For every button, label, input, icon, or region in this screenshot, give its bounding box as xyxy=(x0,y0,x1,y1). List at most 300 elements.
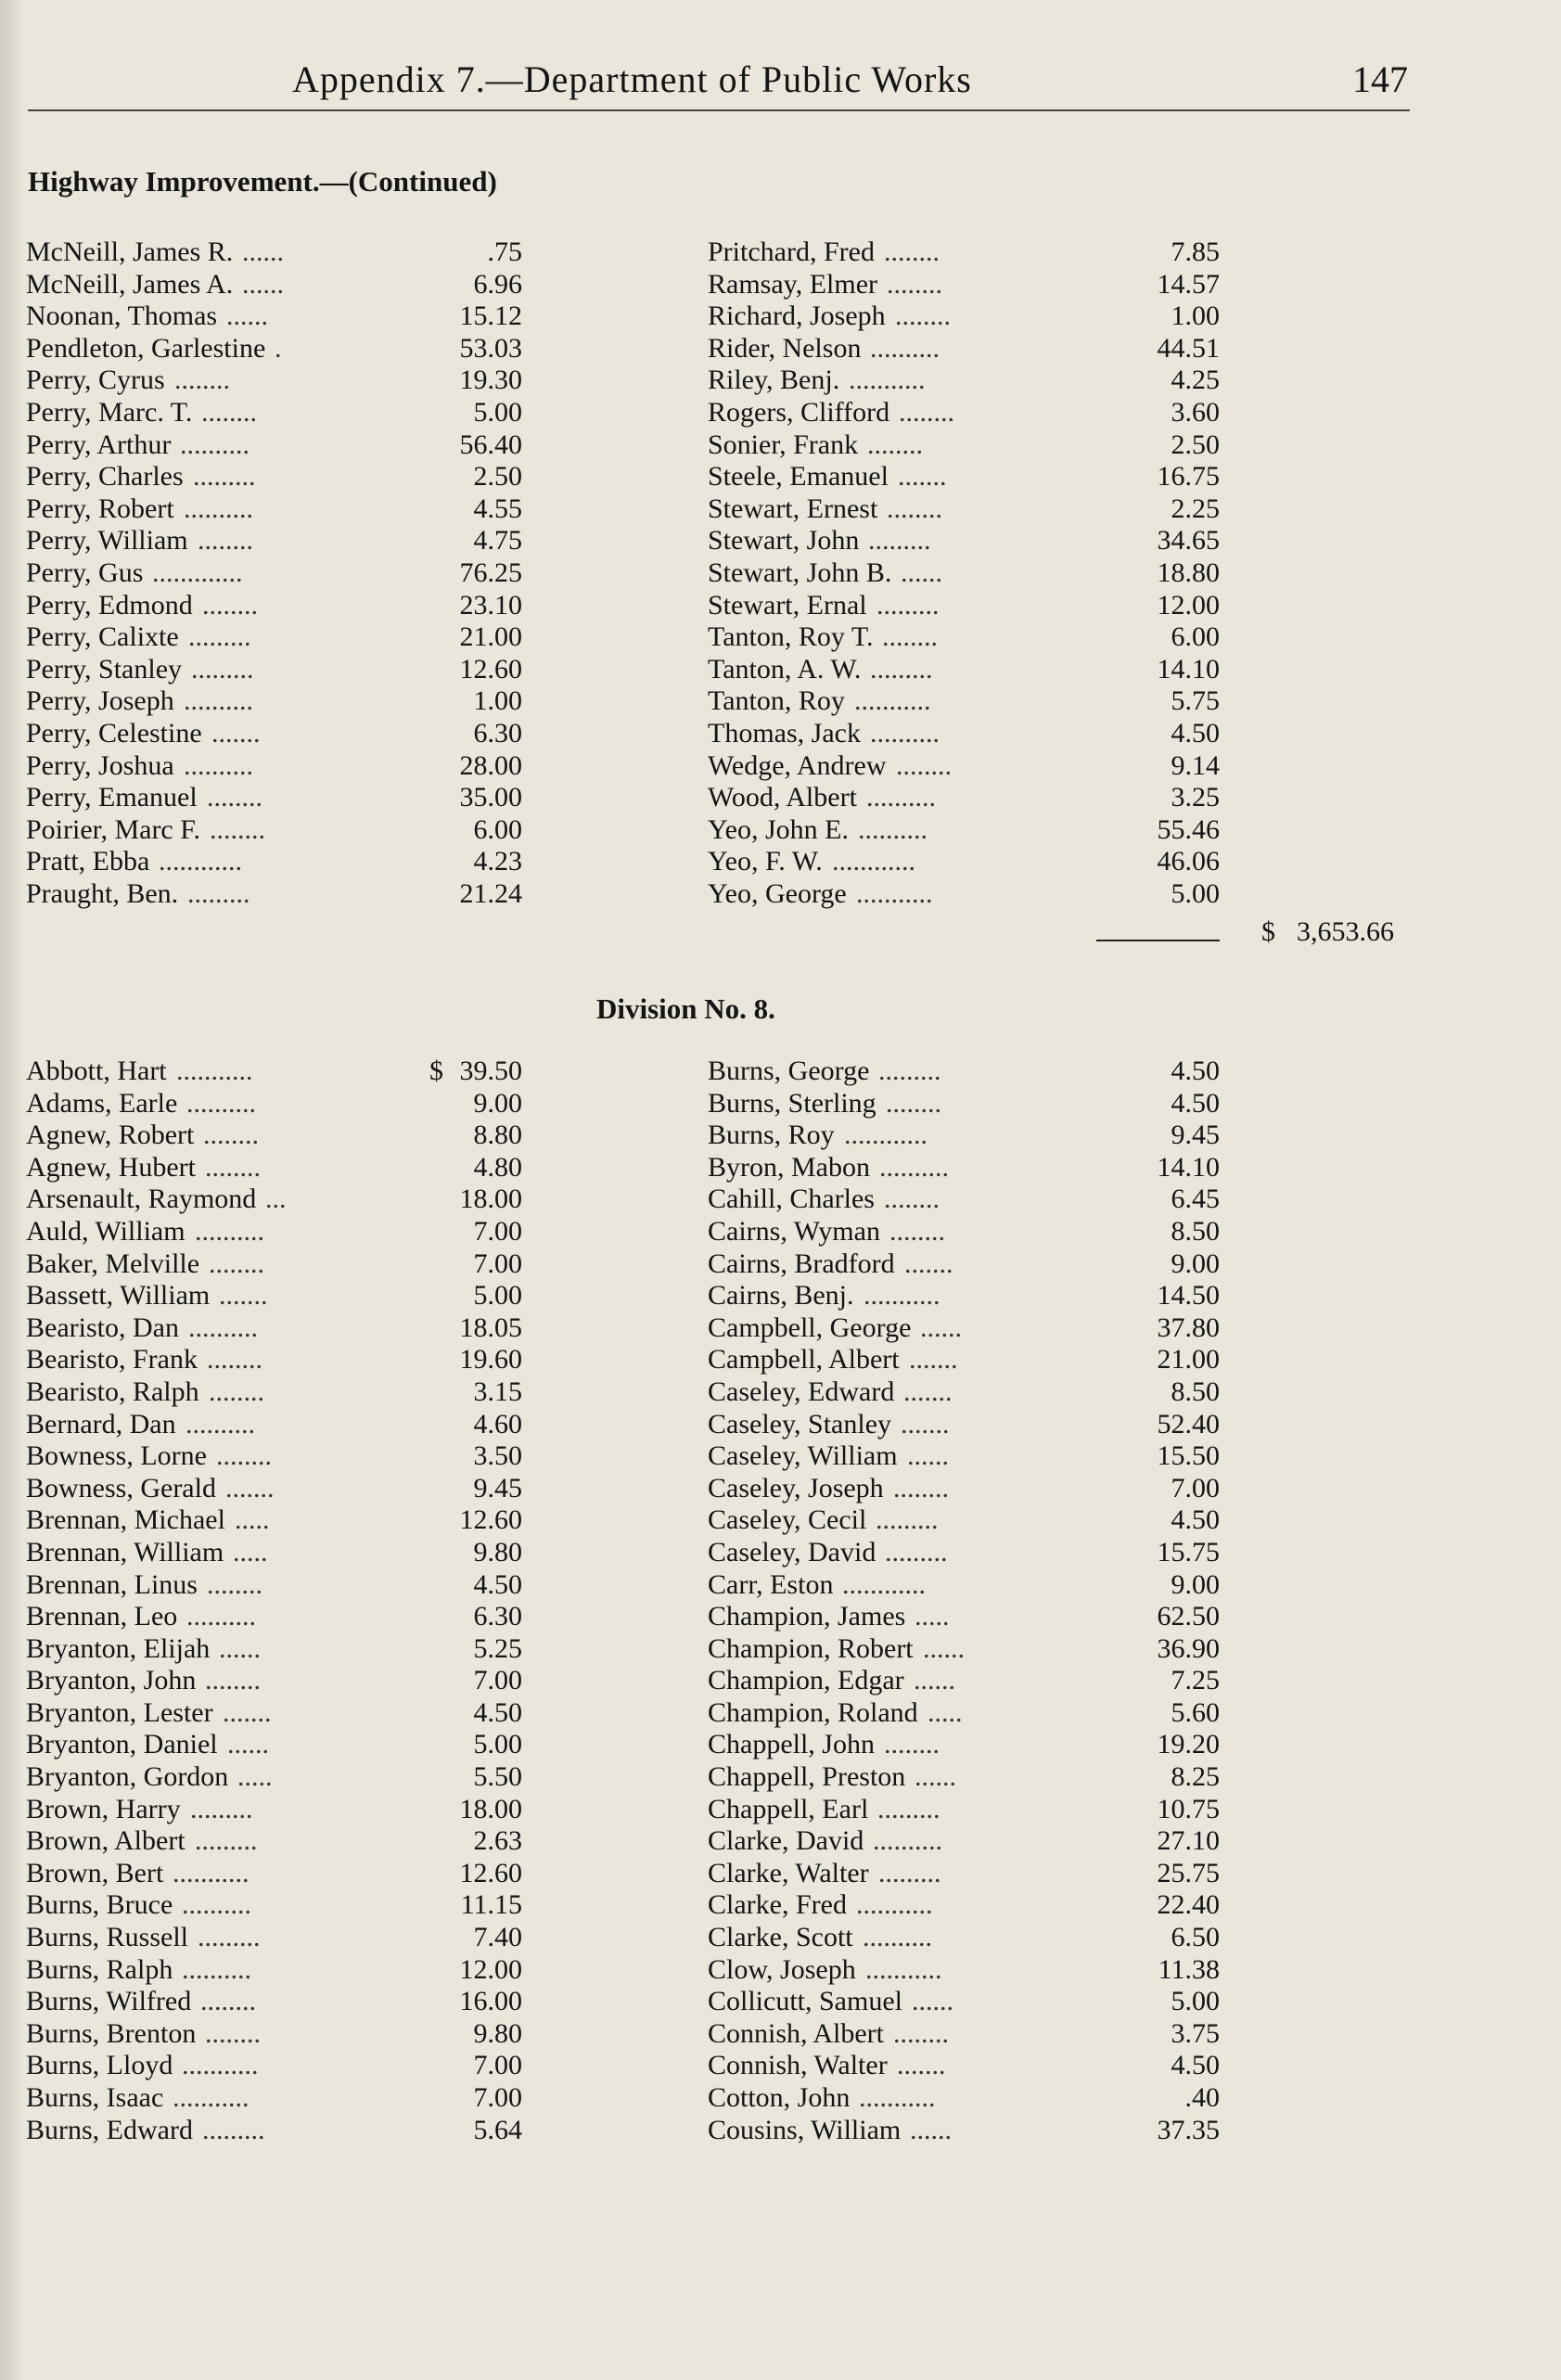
leader-dots: ....... xyxy=(223,1696,272,1728)
ledger-row xyxy=(26,1152,522,1184)
entry-amount: 7.00 xyxy=(1171,1472,1220,1503)
ledger-row xyxy=(708,557,1220,590)
leader-dots: .......... xyxy=(866,782,936,813)
leader-dots: ..... xyxy=(915,1601,950,1632)
leader-dots: ......... xyxy=(885,1536,948,1567)
leader-dots: .......... xyxy=(186,1408,255,1440)
ledger-row xyxy=(26,1665,522,1697)
ledger-row xyxy=(26,301,522,333)
entry-name: Yeo, George xyxy=(708,877,847,909)
ledger-row xyxy=(26,397,522,429)
entry-amount: 1.00 xyxy=(473,685,522,717)
entry-amount: 16.75 xyxy=(1157,461,1220,493)
entry-name: Yeo, John E. xyxy=(708,813,849,845)
entry-name: Pendleton, Garlestine xyxy=(26,332,266,364)
ledger-row xyxy=(708,1537,1220,1569)
leader-dots: ........ xyxy=(207,782,262,813)
entry-name: Cousins, William xyxy=(708,2114,902,2145)
ledger-row xyxy=(26,1858,522,1890)
ledger-row xyxy=(26,557,522,590)
entry-amount: 76.25 xyxy=(459,557,522,588)
entry-name: Clarke, Walter xyxy=(708,1857,869,1888)
leader-dots: ......... xyxy=(876,589,940,621)
leader-dots: ........... xyxy=(849,365,926,396)
leader-dots: ......... xyxy=(198,1922,261,1953)
ledger-row xyxy=(26,878,522,911)
ledger-row xyxy=(26,1729,522,1761)
entry-amount: 12.60 xyxy=(459,1857,522,1888)
entry-name: Caseley, Edward xyxy=(708,1376,895,1407)
ledger-row xyxy=(708,1922,1220,1954)
leader-dots: ........ xyxy=(202,589,258,621)
entry-amount: 7.40 xyxy=(473,1922,522,1953)
leader-dots: .......... xyxy=(195,1215,264,1247)
total-value: 3,653.66 xyxy=(1297,916,1394,947)
ledger-row xyxy=(708,1344,1220,1376)
entry-name: McNeill, James A. xyxy=(26,268,234,300)
ledger-row xyxy=(708,1825,1220,1858)
ledger-row xyxy=(708,750,1220,783)
leader-dots: .......... xyxy=(184,493,253,524)
entry-name: Burns, Edward xyxy=(26,2114,193,2145)
ledger-row xyxy=(708,1280,1220,1312)
entry-name: Bernard, Dan xyxy=(26,1408,176,1440)
leader-dots: ... xyxy=(265,1184,287,1215)
entry-name: Cairns, Wyman xyxy=(708,1215,880,1247)
ledger-row xyxy=(708,1954,1220,1987)
entry-name: Brown, Harry xyxy=(26,1793,181,1824)
entry-name: Caseley, Cecil xyxy=(708,1504,867,1536)
entry-name: Chappell, Earl xyxy=(708,1793,869,1824)
ledger-row xyxy=(708,1761,1220,1794)
leader-dots: ........... xyxy=(173,2082,250,2113)
entry-name: Burns, Bruce xyxy=(26,1889,173,1921)
leader-dots: ...... xyxy=(912,1986,953,2017)
entry-name: Bassett, William xyxy=(26,1280,211,1312)
entry-amount: 6.00 xyxy=(473,813,522,845)
ledger-row xyxy=(26,1601,522,1633)
entry-amount: 2.25 xyxy=(1171,493,1220,524)
entry-amount: 4.50 xyxy=(1171,1087,1220,1119)
ledger-row xyxy=(708,718,1220,750)
leader-dots: ......... xyxy=(187,877,250,909)
entry-name: Clarke, Fred xyxy=(708,1889,847,1921)
entry-name: Perry, Marc. T. xyxy=(26,396,193,428)
leader-dots: ........ xyxy=(884,1729,940,1760)
entry-name: Collicutt, Samuel xyxy=(708,1986,902,2017)
entry-amount: 4.50 xyxy=(1171,1056,1220,1086)
entry-amount: 5.50 xyxy=(473,1761,522,1793)
ledger-row xyxy=(708,1601,1220,1633)
entry-amount: 14.10 xyxy=(1157,653,1220,685)
leader-dots: ........ xyxy=(882,621,938,653)
entry-amount: 12.00 xyxy=(459,1953,522,1985)
leader-dots: ...... xyxy=(920,1312,962,1343)
ledger-row xyxy=(708,1248,1220,1281)
entry-amount: 15.75 xyxy=(1157,1536,1220,1567)
entry-amount: 44.51 xyxy=(1157,332,1220,364)
ledger-row xyxy=(26,1409,522,1441)
leader-dots: ....... xyxy=(225,1472,275,1503)
leader-dots: ........ xyxy=(884,237,940,267)
ledger-row xyxy=(708,2082,1220,2115)
leader-dots: ......... xyxy=(190,1793,253,1824)
entry-name: Connish, Albert xyxy=(708,2017,885,2049)
entry-name: Brown, Bert xyxy=(26,1857,164,1888)
leader-dots: ....... xyxy=(897,2050,946,2081)
entry-name: Perry, Arthur xyxy=(26,429,172,460)
ledger-row xyxy=(708,1889,1220,1922)
leader-dots: ....... xyxy=(898,461,947,493)
ledger-row xyxy=(708,2018,1220,2051)
leader-dots: ........... xyxy=(176,1056,253,1086)
leader-dots: ............ xyxy=(842,1568,926,1600)
entry-amount: 4.75 xyxy=(473,525,522,557)
leader-dots: ....... xyxy=(903,1376,953,1407)
entry-name: Bryanton, John xyxy=(26,1665,197,1696)
entry-amount: 19.60 xyxy=(459,1344,522,1376)
leader-dots: ..... xyxy=(928,1696,963,1728)
entry-amount: 19.20 xyxy=(1157,1729,1220,1760)
entry-name: Rider, Nelson xyxy=(708,332,862,364)
entry-name: Perry, Robert xyxy=(26,493,174,524)
ledger-row xyxy=(26,750,522,783)
ledger-row xyxy=(26,1440,522,1473)
entry-amount: 8.50 xyxy=(1171,1215,1220,1247)
entry-amount: 18.00 xyxy=(459,1184,522,1215)
leader-dots: ....... xyxy=(909,1344,958,1376)
entry-amount: 4.80 xyxy=(473,1151,522,1183)
leader-dots: ............ xyxy=(844,1120,928,1151)
leader-dots: ........ xyxy=(201,396,257,428)
leader-dots: ........... xyxy=(856,877,933,909)
page-edge-shadow xyxy=(0,0,24,2380)
leader-dots: .......... xyxy=(186,1087,256,1119)
leader-dots: ........ xyxy=(887,493,942,524)
entry-name: Tanton, Roy T. xyxy=(708,621,874,653)
leader-dots: ........ xyxy=(893,2017,949,2049)
entry-amount: 2.63 xyxy=(473,1825,522,1857)
section-heading: Highway Improvement.—(Continued) xyxy=(28,165,497,198)
ledger-row xyxy=(708,1409,1220,1441)
entry-amount: 5.00 xyxy=(473,396,522,428)
block1-left-column xyxy=(26,237,522,910)
entry-name: Brennan, Linus xyxy=(26,1568,198,1600)
leader-dots: ........... xyxy=(864,1280,940,1312)
entry-name: Burns, Brenton xyxy=(26,2017,197,2049)
leader-dots: .......... xyxy=(186,1601,256,1632)
leader-dots: ........ xyxy=(216,1440,272,1472)
entry-amount: 8.25 xyxy=(1171,1761,1220,1793)
leader-dots: ...... xyxy=(901,557,942,588)
entry-name: Perry, Celestine xyxy=(26,717,202,749)
ledger-row xyxy=(26,1344,522,1376)
leader-dots: ........ xyxy=(205,2017,261,2049)
leader-dots: .......... xyxy=(870,717,940,749)
ledger-row xyxy=(26,1986,522,2018)
ledger-row xyxy=(708,493,1220,526)
leader-dots: ........... xyxy=(182,2050,259,2081)
ledger-row xyxy=(708,1665,1220,1697)
leader-dots: ......... xyxy=(878,1857,941,1888)
entry-name: Perry, Gus xyxy=(26,557,144,588)
ledger-row xyxy=(708,1729,1220,1761)
entry-name: Abbott, Hart xyxy=(26,1056,167,1086)
entry-amount: 21.00 xyxy=(459,621,522,653)
leader-dots: ...... xyxy=(227,1729,269,1760)
entry-name: Perry, Joseph xyxy=(26,685,174,717)
leader-dots: ........... xyxy=(856,1889,933,1921)
ledger-row xyxy=(708,782,1220,814)
entry-name: Thomas, Jack xyxy=(708,717,861,749)
entry-amount: 9.00 xyxy=(1171,1568,1220,1600)
block1-right-column xyxy=(708,237,1220,910)
leader-dots: ......... xyxy=(202,2114,265,2145)
leader-dots: ...... xyxy=(242,268,284,300)
ledger-row xyxy=(26,1633,522,1666)
ledger-row xyxy=(26,718,522,750)
leader-dots: ........ xyxy=(207,1344,262,1376)
leader-dots: ...... xyxy=(910,2114,952,2145)
leader-dots: ....... xyxy=(211,717,261,749)
ledger-row xyxy=(26,1184,522,1216)
leader-dots: ........ xyxy=(209,1248,264,1279)
leader-dots: .......... xyxy=(863,1922,932,1953)
entry-name: Carr, Eston xyxy=(708,1568,834,1600)
entry-name: Stewart, John B. xyxy=(708,557,892,588)
entry-amount: 7.00 xyxy=(473,1215,522,1247)
entry-name: Auld, William xyxy=(26,1215,186,1247)
ledger-row xyxy=(708,1056,1220,1088)
entry-amount: 5.25 xyxy=(473,1632,522,1664)
entry-name: Caseley, Stanley xyxy=(708,1408,892,1440)
entry-amount: 23.10 xyxy=(459,589,522,621)
entry-name: Bearisto, Dan xyxy=(26,1312,179,1343)
leader-dots: ....... xyxy=(901,1408,950,1440)
entry-name: Wedge, Andrew xyxy=(708,749,887,781)
entry-amount: 6.45 xyxy=(1171,1184,1220,1215)
leader-dots: ........... xyxy=(854,685,931,717)
leader-dots: ........ xyxy=(174,365,230,396)
entry-name: Perry, Edmond xyxy=(26,589,193,621)
ledger-row xyxy=(26,621,522,654)
ledger-row xyxy=(26,1761,522,1794)
entry-amount: 1.00 xyxy=(1171,301,1220,332)
ledger-row xyxy=(26,1922,522,1954)
ledger-row xyxy=(26,1697,522,1730)
entry-amount: 16.00 xyxy=(459,1986,522,2017)
entry-amount: 5.75 xyxy=(1171,685,1220,717)
entry-amount: 12.00 xyxy=(1157,589,1220,621)
ledger-row xyxy=(708,814,1220,847)
entry-name: Stewart, Ernal xyxy=(708,589,867,621)
entry-name: Noonan, Thomas xyxy=(26,301,218,332)
entry-name: Champion, Roland xyxy=(708,1696,918,1728)
leader-dots: ........ xyxy=(887,268,942,300)
entry-amount: 3.25 xyxy=(1171,782,1220,813)
entry-amount: 6.30 xyxy=(473,717,522,749)
entry-amount: 3.60 xyxy=(1171,396,1220,428)
entry-name: Perry, Calixte xyxy=(26,621,179,653)
entry-amount: 4.50 xyxy=(1171,2050,1220,2081)
entry-amount: 12.60 xyxy=(459,1504,522,1536)
entry-name: Caseley, David xyxy=(708,1536,876,1567)
leader-dots: ......... xyxy=(868,525,931,557)
entry-name: Steele, Emanuel xyxy=(708,461,889,493)
entry-amount: 4.50 xyxy=(473,1568,522,1600)
entry-name: Perry, Joshua xyxy=(26,749,174,781)
entry-name: Bryanton, Lester xyxy=(26,1696,213,1728)
entry-name: Agnew, Hubert xyxy=(26,1151,197,1183)
leader-dots: ..... xyxy=(237,1761,273,1793)
leader-dots: ........ xyxy=(207,1568,262,1600)
ledger-row xyxy=(26,1376,522,1409)
leader-dots: ...... xyxy=(219,1632,261,1664)
leader-dots: ...... xyxy=(923,1632,965,1664)
entry-amount: 37.80 xyxy=(1157,1312,1220,1343)
entry-amount: 4.50 xyxy=(1171,1504,1220,1536)
entry-name: Bearisto, Ralph xyxy=(26,1376,199,1407)
entry-name: Caseley, Joseph xyxy=(708,1472,884,1503)
entry-amount: 3.50 xyxy=(473,1440,522,1472)
ledger-row xyxy=(708,1473,1220,1505)
leader-dots: ...... xyxy=(226,301,268,332)
entry-amount: 5.00 xyxy=(1171,877,1220,909)
entry-name: Cairns, Bradford xyxy=(708,1248,895,1279)
leader-dots: ......... xyxy=(195,1825,258,1857)
header-title: Appendix 7.—Department of Public Works xyxy=(292,58,972,100)
leader-dots: ...... xyxy=(907,1440,949,1472)
ledger-row xyxy=(708,397,1220,429)
entry-name: McNeill, James R. xyxy=(26,237,234,267)
ledger-row xyxy=(708,1184,1220,1216)
ledger-row xyxy=(708,2050,1220,2082)
ledger-row xyxy=(26,1473,522,1505)
leader-dots: ............ xyxy=(159,846,242,877)
entry-amount: 6.96 xyxy=(473,268,522,300)
entry-amount: 9.80 xyxy=(473,2017,522,2049)
division-label: Division No. 8. xyxy=(596,992,775,1025)
entry-name: Pritchard, Fred xyxy=(708,237,875,267)
entry-name: Cairns, Benj. xyxy=(708,1280,854,1312)
leader-dots: . xyxy=(275,332,282,364)
leader-dots: ........ xyxy=(210,813,265,845)
entry-name: Connish, Walter xyxy=(708,2050,888,2081)
entry-name: Praught, Ben. xyxy=(26,877,179,909)
leader-dots: ......... xyxy=(877,1793,940,1824)
entry-name: Burns, Sterling xyxy=(708,1087,876,1119)
entry-amount: 10.75 xyxy=(1157,1793,1220,1824)
entry-amount: .75 xyxy=(487,237,522,267)
entry-amount: 8.80 xyxy=(473,1120,522,1151)
entry-amount: 14.10 xyxy=(1157,1151,1220,1183)
entry-name: Yeo, F. W. xyxy=(708,846,823,877)
ledger-row xyxy=(708,237,1220,269)
ledger-row xyxy=(708,1858,1220,1890)
entry-name: Clarke, David xyxy=(708,1825,864,1857)
leader-dots: ......... xyxy=(193,461,256,493)
leader-dots: ..... xyxy=(233,1536,268,1567)
entry-name: Bowness, Lorne xyxy=(26,1440,207,1472)
entry-name: Bryanton, Daniel xyxy=(26,1729,218,1760)
leader-dots: ........ xyxy=(889,1215,945,1247)
block2-left-column xyxy=(26,1056,522,2146)
entry-amount: 52.40 xyxy=(1157,1408,1220,1440)
entry-amount: 4.60 xyxy=(473,1408,522,1440)
leader-dots: .......... xyxy=(182,1889,251,1921)
entry-amount: 6.50 xyxy=(1171,1922,1220,1953)
leader-dots: ........... xyxy=(865,1953,942,1985)
ledger-row xyxy=(708,1216,1220,1248)
leader-dots: ...... xyxy=(915,1761,956,1793)
ledger-row xyxy=(26,1312,522,1345)
entry-name: Burns, Russell xyxy=(26,1922,189,1953)
currency-sign: $ xyxy=(429,1056,443,1086)
leader-dots: .......... xyxy=(180,429,250,460)
entry-amount: 11.38 xyxy=(1158,1953,1220,1985)
page-number: 147 xyxy=(1352,58,1408,100)
entry-name: Chappell, John xyxy=(708,1729,875,1760)
entry-amount: 9.45 xyxy=(473,1472,522,1503)
entry-amount: 6.30 xyxy=(473,1601,522,1632)
ledger-row xyxy=(708,685,1220,718)
leader-dots: ...... xyxy=(914,1665,955,1696)
entry-name: Wood, Albert xyxy=(708,782,857,813)
leader-dots: ........ xyxy=(200,1986,256,2017)
entry-amount: 5.00 xyxy=(473,1280,522,1312)
leader-dots: ............ xyxy=(832,846,915,877)
ledger-row xyxy=(708,590,1220,622)
ledger-row xyxy=(26,1954,522,1987)
ledger-row xyxy=(26,237,522,269)
entry-name: Rogers, Clifford xyxy=(708,396,890,428)
entry-name: Poirier, Marc F. xyxy=(26,813,201,845)
ledger-row xyxy=(26,2115,522,2147)
leader-dots: ......... xyxy=(878,1056,941,1086)
ledger-row xyxy=(708,1312,1220,1345)
entry-name: Tanton, A. W. xyxy=(708,653,862,685)
entry-name: Stewart, Ernest xyxy=(708,493,878,524)
leader-dots: ............. xyxy=(152,557,243,588)
ledger-row xyxy=(26,1120,522,1152)
block2-right-column xyxy=(708,1056,1220,2146)
entry-amount: 21.24 xyxy=(459,877,522,909)
entry-name: Cahill, Charles xyxy=(708,1184,875,1215)
entry-amount: 15.50 xyxy=(1157,1440,1220,1472)
ledger-row xyxy=(708,1504,1220,1537)
ledger-row xyxy=(708,461,1220,493)
leader-dots: ........ xyxy=(203,1120,259,1151)
entry-name: Champion, James xyxy=(708,1601,906,1632)
leader-dots: ........ xyxy=(886,1087,941,1119)
entry-name: Bryanton, Elijah xyxy=(26,1632,211,1664)
entry-amount: 14.50 xyxy=(1157,1280,1220,1312)
entry-amount: 2.50 xyxy=(473,461,522,493)
entry-amount: 7.00 xyxy=(473,2050,522,2081)
entry-amount: 15.12 xyxy=(459,301,522,332)
entry-name: Brennan, William xyxy=(26,1536,224,1567)
leader-dots: ........ xyxy=(896,749,952,781)
ledger-row xyxy=(26,1088,522,1120)
leader-dots: ........ xyxy=(205,1151,261,1183)
entry-amount: 5.00 xyxy=(1171,1986,1220,2017)
entry-amount: 5.64 xyxy=(473,2114,522,2145)
ledger-row xyxy=(26,814,522,847)
ledger-row xyxy=(26,333,522,365)
total-rule xyxy=(1096,940,1220,941)
entry-amount: 5.60 xyxy=(1171,1696,1220,1728)
leader-dots: ........ xyxy=(884,1184,940,1215)
